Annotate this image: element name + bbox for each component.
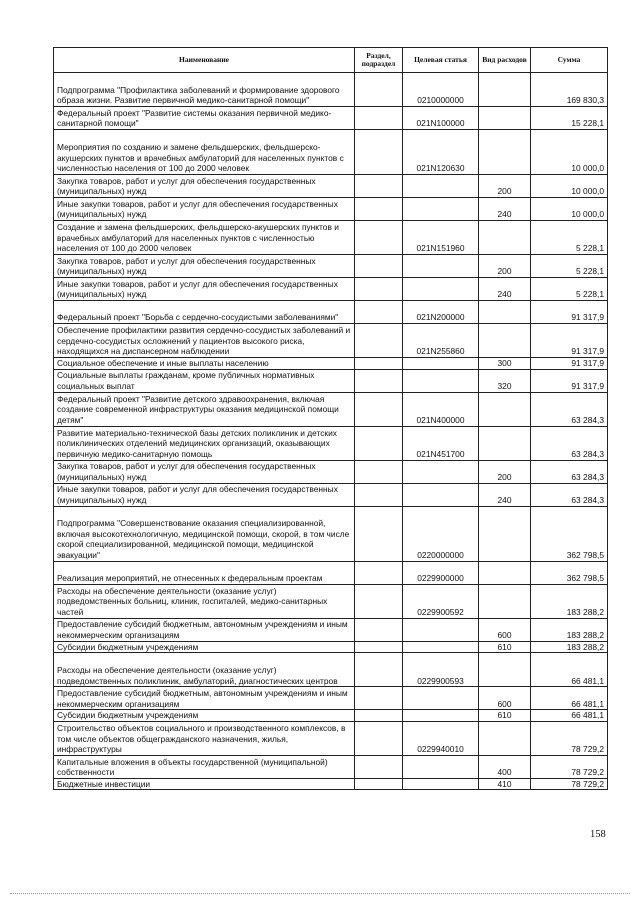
cell-expense-kind xyxy=(479,721,531,755)
cell-expense-kind: 600 xyxy=(479,618,531,641)
cell-target-article: 021N400000 xyxy=(403,392,479,426)
cell-target-article xyxy=(403,358,479,370)
page-number: 158 xyxy=(590,829,606,840)
cell-expense-kind xyxy=(479,392,531,426)
table-row xyxy=(54,687,608,710)
cell-section xyxy=(355,687,403,710)
cell-sum: 66 481,1 xyxy=(531,687,608,710)
cell-name: Иные закупки товаров, работ и услуг для обеспечения государственных (муниципальных) нужд xyxy=(54,483,355,506)
cell-target-article xyxy=(403,641,479,653)
cell-section xyxy=(355,221,403,255)
cell-target-article: 021N100000 xyxy=(403,107,479,130)
cell-sum: 78 729,2 xyxy=(531,778,608,790)
cell-expense-kind xyxy=(479,130,531,175)
cell-sum: 91 317,9 xyxy=(531,324,608,358)
cell-target-article: 0220000000 xyxy=(403,506,479,561)
table-row xyxy=(54,221,608,255)
cell-expense-kind: 600 xyxy=(479,687,531,710)
cell-expense-kind: 610 xyxy=(479,641,531,653)
cell-name: Предоставление субсидий бюджетным, автономным учреждениям и иным некоммерческим организациям xyxy=(54,687,355,710)
cell-target-article xyxy=(403,687,479,710)
table-row xyxy=(54,426,608,460)
cell-name: Обеспечение профилактики развития сердечно-сосудистых заболеваний и сердечно-сосудистых осложнений у пациентов высокого риска, находящихся на диспансерном наблюдении xyxy=(54,324,355,358)
table-row xyxy=(54,778,608,790)
cell-section xyxy=(355,198,403,221)
cell-section xyxy=(355,301,403,324)
cell-target-article xyxy=(403,755,479,778)
cell-section xyxy=(355,255,403,278)
cell-section xyxy=(355,107,403,130)
cell-sum: 183 288,2 xyxy=(531,618,608,641)
cell-target-article: 021N255860 xyxy=(403,324,479,358)
cell-expense-kind xyxy=(479,107,531,130)
cell-section xyxy=(355,392,403,426)
cell-target-article: 021N451700 xyxy=(403,426,479,460)
cell-expense-kind xyxy=(479,561,531,584)
cell-name: Иные закупки товаров, работ и услуг для обеспечения государственных (муниципальных) нужд xyxy=(54,198,355,221)
cell-name: Предоставление субсидий бюджетным, автономным учреждениям и иным некоммерческим организациям xyxy=(54,618,355,641)
cell-sum: 63 284,3 xyxy=(531,392,608,426)
cell-name: Мероприятия по созданию и замене фельдшерских, фельдшерско-акушерских пунктов и врачебных амбулаторий для населенных пунктов с численностью населения от 100 до 2000 человек xyxy=(54,130,355,175)
cell-section xyxy=(355,506,403,561)
table-row xyxy=(54,301,608,324)
cell-name: Развитие материально-технической базы детских поликлиник и детских поликлинических отделений медицинских организаций, оказывающих первичную медико-санитарную помощь xyxy=(54,426,355,460)
cell-target-article: 0229900592 xyxy=(403,584,479,618)
cell-section xyxy=(355,653,403,687)
cell-name: Закупка товаров, работ и услуг для обеспечения государственных (муниципальных) нужд xyxy=(54,255,355,278)
cell-target-article: 021N151960 xyxy=(403,221,479,255)
budget-table xyxy=(53,47,608,790)
cell-name: Реализация мероприятий, не отнесенных к федеральным проектам xyxy=(54,561,355,584)
cell-sum: 10 000,0 xyxy=(531,130,608,175)
cell-target-article: 0210000000 xyxy=(403,73,479,107)
cell-target-article xyxy=(403,369,479,392)
table-row xyxy=(54,130,608,175)
cell-sum: 10 000,0 xyxy=(531,175,608,198)
cell-section xyxy=(355,618,403,641)
cell-sum: 66 481,1 xyxy=(531,653,608,687)
cell-sum: 78 729,2 xyxy=(531,721,608,755)
cell-section xyxy=(355,73,403,107)
header-sum: Сумма xyxy=(531,48,608,73)
table-row xyxy=(54,198,608,221)
cell-expense-kind: 300 xyxy=(479,358,531,370)
cell-section xyxy=(355,755,403,778)
header-expense-kind: Вид расходов xyxy=(479,48,531,73)
cell-expense-kind: 240 xyxy=(479,483,531,506)
cell-name: Субсидии бюджетным учреждениям xyxy=(54,641,355,653)
cell-sum: 63 284,3 xyxy=(531,460,608,483)
cell-section xyxy=(355,483,403,506)
cell-target-article xyxy=(403,255,479,278)
cell-expense-kind xyxy=(479,324,531,358)
cell-target-article: 021N120630 xyxy=(403,130,479,175)
scan-edge-divider xyxy=(10,893,630,894)
table-body xyxy=(54,73,608,790)
table-row xyxy=(54,255,608,278)
cell-expense-kind: 400 xyxy=(479,755,531,778)
cell-expense-kind: 200 xyxy=(479,460,531,483)
cell-name: Федеральный проект "Развитие детского здравоохранения, включая создание современной инфраструктуры оказания медицинской помощи детям" xyxy=(54,392,355,426)
header-section: Раздел, подраздел xyxy=(355,48,403,73)
table-row xyxy=(54,721,608,755)
cell-expense-kind xyxy=(479,584,531,618)
table-row xyxy=(54,73,608,107)
cell-section xyxy=(355,358,403,370)
cell-target-article xyxy=(403,483,479,506)
cell-sum: 362 798,5 xyxy=(531,561,608,584)
cell-section xyxy=(355,369,403,392)
cell-target-article: 0229900593 xyxy=(403,653,479,687)
cell-target-article xyxy=(403,175,479,198)
cell-expense-kind: 240 xyxy=(479,278,531,301)
cell-sum: 5 228,1 xyxy=(531,278,608,301)
cell-name: Субсидии бюджетным учреждениям xyxy=(54,710,355,722)
cell-expense-kind xyxy=(479,73,531,107)
cell-sum: 5 228,1 xyxy=(531,221,608,255)
cell-sum: 5 228,1 xyxy=(531,255,608,278)
cell-expense-kind: 200 xyxy=(479,255,531,278)
cell-sum: 66 481,1 xyxy=(531,710,608,722)
budget-document xyxy=(53,47,608,790)
cell-name: Социальные выплаты гражданам, кроме публичных нормативных социальных выплат xyxy=(54,369,355,392)
cell-name: Социальное обеспечение и иные выплаты населению xyxy=(54,358,355,370)
table-row xyxy=(54,641,608,653)
cell-target-article: 021N200000 xyxy=(403,301,479,324)
header-target-article: Целевая статья xyxy=(403,48,479,73)
cell-name: Строительство объектов социального и производственного комплексов, в том числе объектов общегражданского назначения, жилья, инфраструктуры xyxy=(54,721,355,755)
cell-expense-kind: 240 xyxy=(479,198,531,221)
cell-name: Капитальные вложения в объекты государственной (муниципальной) собственности xyxy=(54,755,355,778)
table-row xyxy=(54,483,608,506)
cell-name: Иные закупки товаров, работ и услуг для обеспечения государственных (муниципальных) нужд xyxy=(54,278,355,301)
cell-sum: 362 798,5 xyxy=(531,506,608,561)
table-row xyxy=(54,107,608,130)
cell-target-article xyxy=(403,710,479,722)
cell-section xyxy=(355,130,403,175)
cell-expense-kind xyxy=(479,506,531,561)
cell-section xyxy=(355,710,403,722)
cell-expense-kind: 610 xyxy=(479,710,531,722)
cell-expense-kind xyxy=(479,221,531,255)
cell-target-article xyxy=(403,278,479,301)
table-row xyxy=(54,755,608,778)
table-row xyxy=(54,584,608,618)
cell-sum: 63 284,3 xyxy=(531,483,608,506)
table-row xyxy=(54,618,608,641)
table-row xyxy=(54,710,608,722)
cell-target-article xyxy=(403,198,479,221)
cell-name: Бюджетные инвестиции xyxy=(54,778,355,790)
cell-sum: 63 284,3 xyxy=(531,426,608,460)
cell-name: Закупка товаров, работ и услуг для обеспечения государственных (муниципальных) нужд xyxy=(54,175,355,198)
cell-section xyxy=(355,460,403,483)
cell-target-article: 0229900000 xyxy=(403,561,479,584)
cell-name: Федеральный проект "Борьба с сердечно-сосудистыми заболеваниями" xyxy=(54,301,355,324)
table-row xyxy=(54,175,608,198)
cell-name: Расходы на обеспечение деятельности (оказание услуг) подведомственных поликлиник, амбулаторий, диагностических центров xyxy=(54,653,355,687)
cell-target-article xyxy=(403,618,479,641)
cell-name: Расходы на обеспечение деятельности (оказание услуг) подведомственных больниц, клиник, госпиталей, медико-санитарных частей xyxy=(54,584,355,618)
cell-name: Создание и замена фельдшерских, фельдшерско-акушерских пунктов и врачебных амбулаторий для населенных пунктов с численностью населения от 100 до 2000 человек xyxy=(54,221,355,255)
cell-sum: 183 288,2 xyxy=(531,584,608,618)
cell-expense-kind: 200 xyxy=(479,175,531,198)
cell-sum: 10 000,0 xyxy=(531,198,608,221)
cell-expense-kind: 320 xyxy=(479,369,531,392)
cell-target-article xyxy=(403,460,479,483)
cell-expense-kind xyxy=(479,653,531,687)
cell-sum: 183 288,2 xyxy=(531,641,608,653)
cell-expense-kind: 410 xyxy=(479,778,531,790)
cell-target-article xyxy=(403,778,479,790)
cell-section xyxy=(355,278,403,301)
table-row xyxy=(54,653,608,687)
table-row xyxy=(54,460,608,483)
cell-sum: 15 228,1 xyxy=(531,107,608,130)
cell-name: Подпрограмма "Совершенствование оказания специализированной, включая высокотехнологичную, медицинской помощи, скорой, в том числе скорой специализированной, медицинской помощи, медицинской эвакуации" xyxy=(54,506,355,561)
cell-sum: 91 317,9 xyxy=(531,301,608,324)
cell-name: Федеральный проект "Развитие системы оказания первичной медико-санитарной помощи" xyxy=(54,107,355,130)
table-row xyxy=(54,324,608,358)
cell-section xyxy=(355,641,403,653)
cell-sum: 78 729,2 xyxy=(531,755,608,778)
cell-section xyxy=(355,561,403,584)
cell-sum: 91 317,9 xyxy=(531,358,608,370)
cell-target-article: 0229940010 xyxy=(403,721,479,755)
cell-section xyxy=(355,778,403,790)
cell-section xyxy=(355,324,403,358)
cell-expense-kind xyxy=(479,301,531,324)
table-header-row xyxy=(54,48,608,73)
table-row xyxy=(54,506,608,561)
cell-expense-kind xyxy=(479,426,531,460)
cell-name: Подпрограмма "Профилактика заболеваний и формирование здорового образа жизни. Развитие первичной медико-санитарной помощи" xyxy=(54,73,355,107)
table-row xyxy=(54,358,608,370)
cell-sum: 169 830,3 xyxy=(531,73,608,107)
cell-name: Закупка товаров, работ и услуг для обеспечения государственных (муниципальных) нужд xyxy=(54,460,355,483)
table-row xyxy=(54,278,608,301)
table-row xyxy=(54,369,608,392)
cell-sum: 91 317,9 xyxy=(531,369,608,392)
table-row xyxy=(54,392,608,426)
cell-section xyxy=(355,721,403,755)
cell-section xyxy=(355,584,403,618)
header-name: Наименование xyxy=(54,48,355,73)
cell-section xyxy=(355,175,403,198)
table-row xyxy=(54,561,608,584)
cell-section xyxy=(355,426,403,460)
